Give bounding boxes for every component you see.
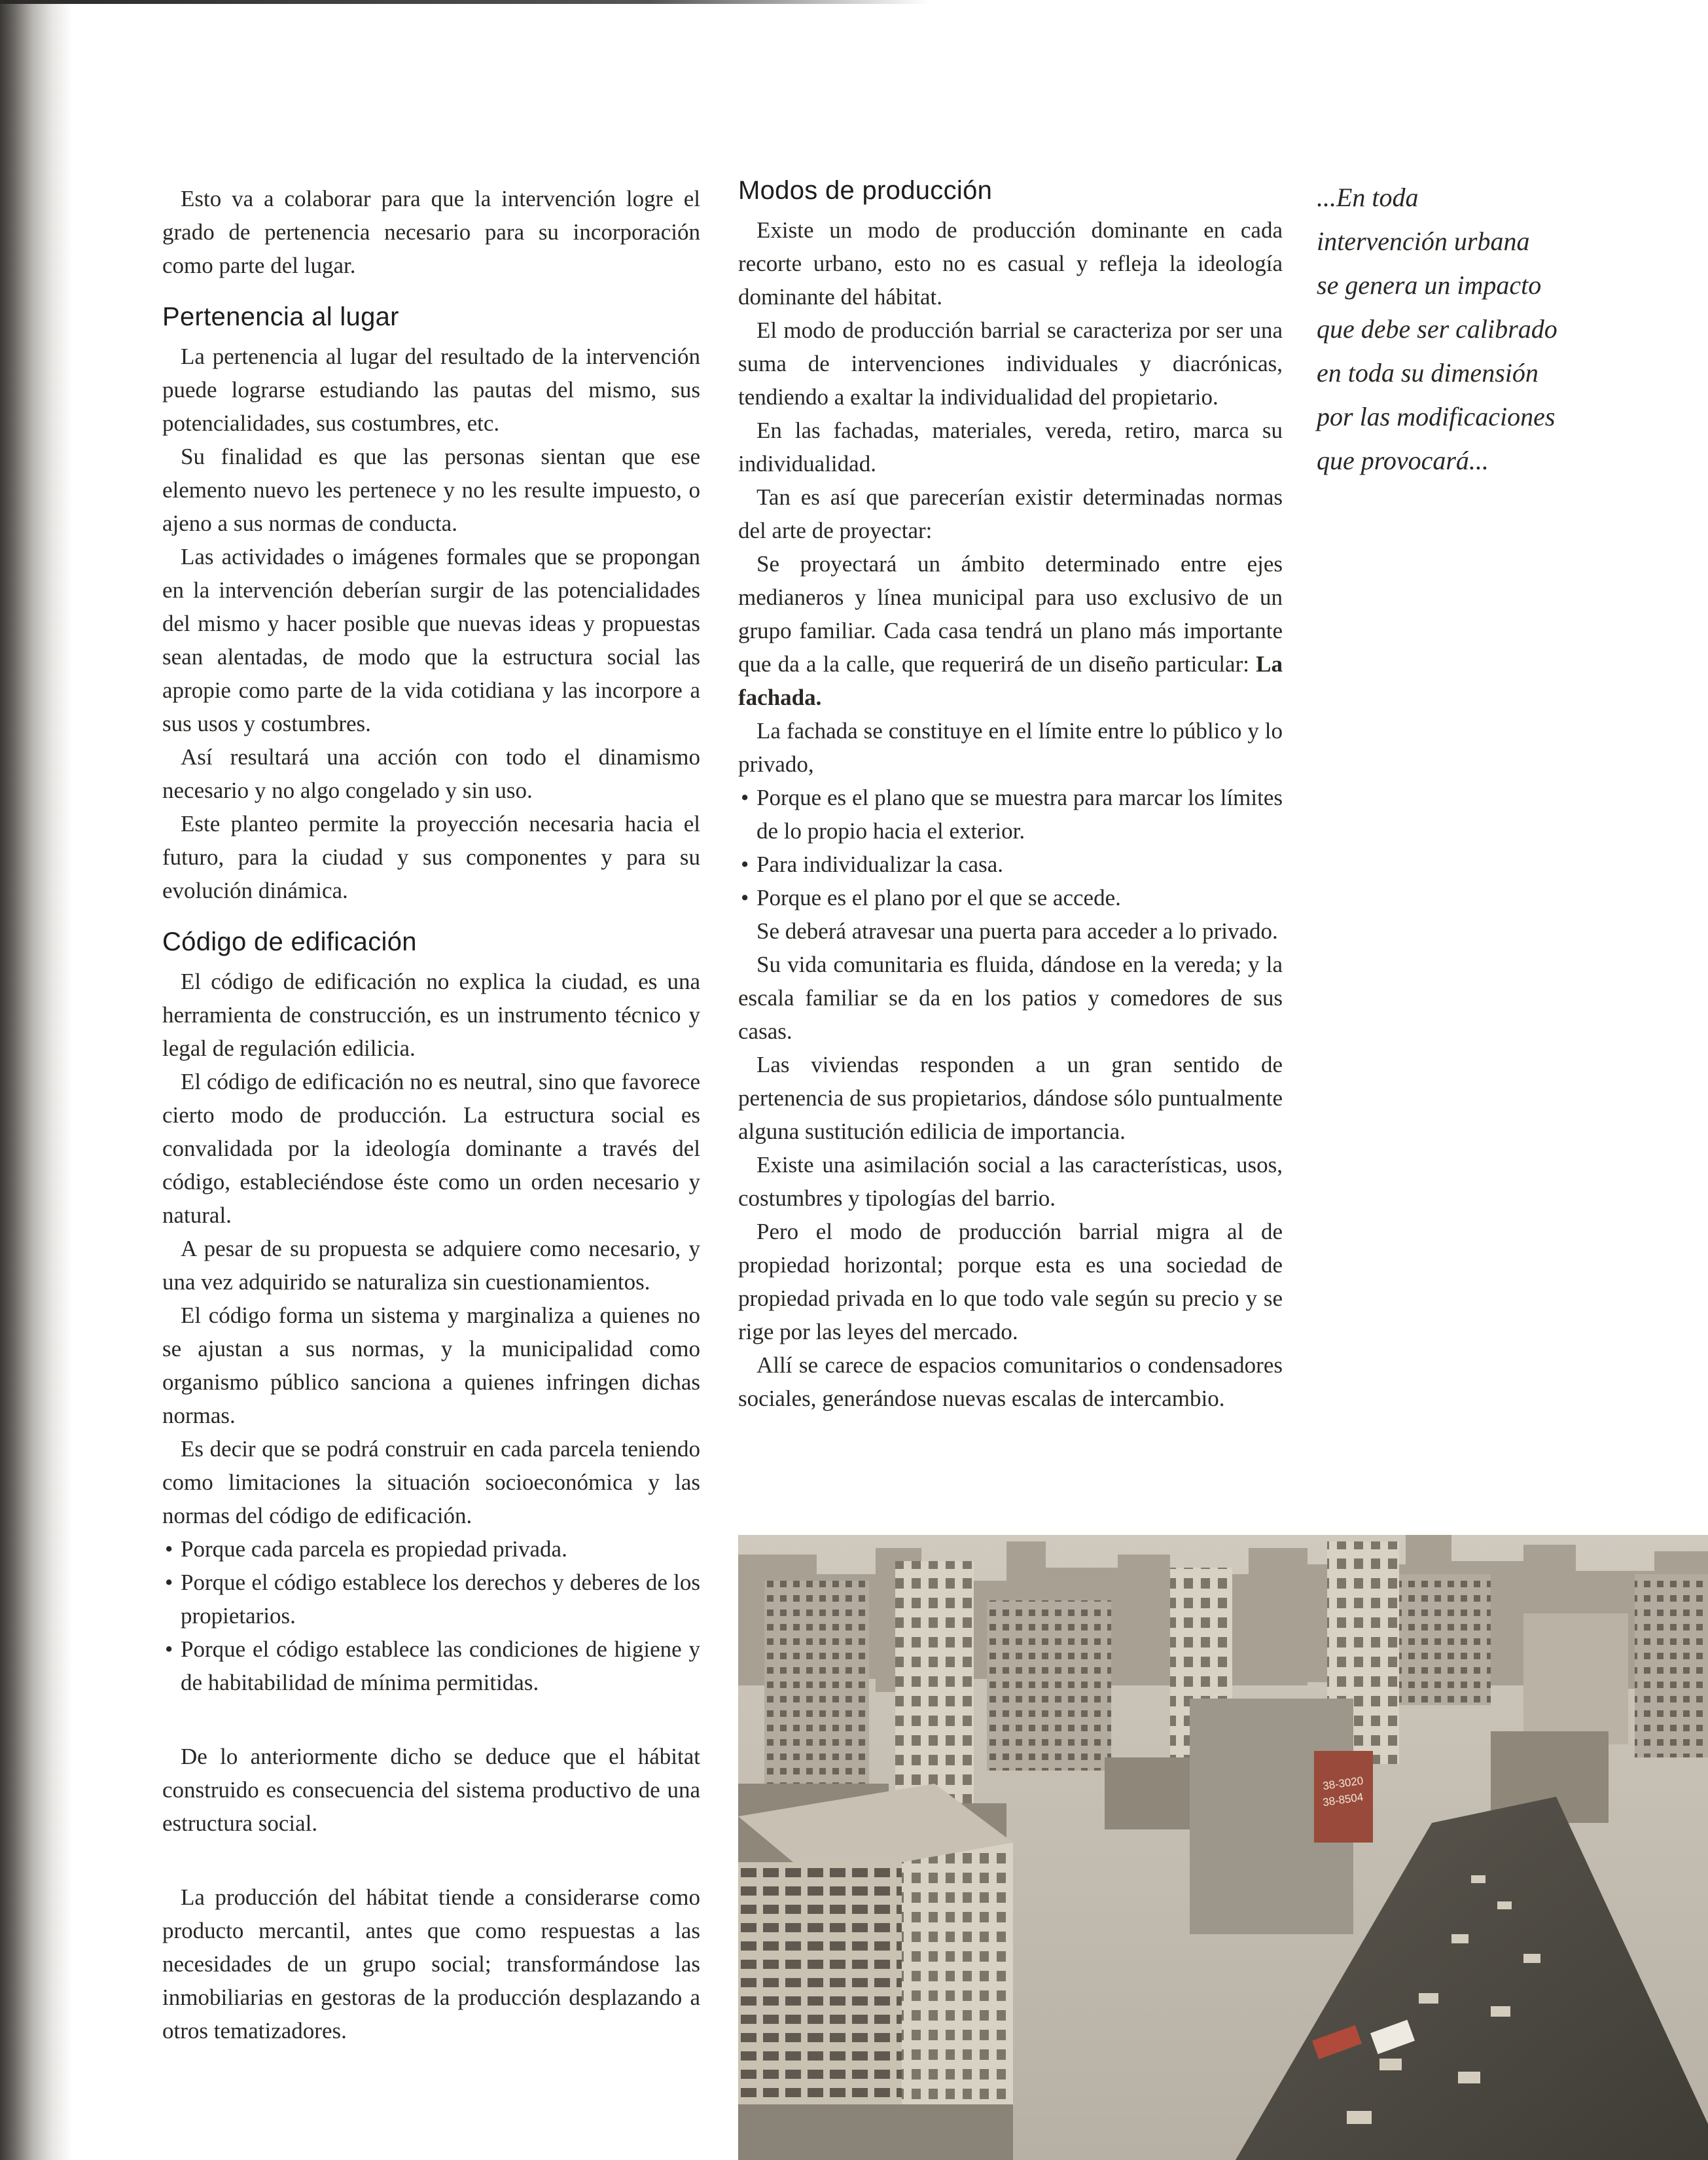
list-item: • Para individualizar la casa. xyxy=(738,848,1283,881)
middle-column xyxy=(738,174,1283,1415)
sign-number: 38-3020 xyxy=(1322,1774,1364,1793)
paragraph: Así resultará una acción con todo el dinamismo necesario y no algo congelado y sin uso. xyxy=(162,744,700,803)
section-heading-pertenencia: Pertenencia al lugar xyxy=(162,302,399,331)
pull-quote xyxy=(1317,175,1585,482)
quote-line: intervención urbana xyxy=(1317,226,1530,256)
paragraph: En las fachadas, materiales, vereda, retiro, marca su individualidad. xyxy=(738,418,1283,477)
building xyxy=(1635,1574,1708,1757)
quote-line: por las modificaciones xyxy=(1317,402,1556,431)
paragraph: El código de edificación no es neutral, sino que favorece cierto modo de producción. La estructura social es convalidada por la ideología dominante a través del código, estableciéndose éste como un orden necesario y natural. xyxy=(162,1069,700,1228)
quote-line: que debe ser calibrado xyxy=(1317,314,1557,344)
paragraph: Su vida comunitaria es fluida, dándose en la vereda; y la escala familiar se da en los patios y comedores de sus casas. xyxy=(738,952,1283,1044)
paragraph: Allí se carece de espacios comunitarios o condensadores sociales, generándose nuevas escalas de intercambio. xyxy=(738,1352,1283,1411)
paragraph: A pesar de su propuesta se adquiere como necesario, y una vez adquirido se naturaliza sin cuestionamientos. xyxy=(162,1236,700,1295)
building xyxy=(895,1561,974,1810)
paragraph: Las actividades o imágenes formales que se propongan en la intervención deberían surgir de las potencialidades del mismo y hacer posible que nuevas ideas y propuestas sean alentadas, de modo que la estructura social las apropie como parte de la vida cotidiana y las incorpore a sus usos y costumbres. xyxy=(162,544,700,736)
paragraph: Pero el modo de producción barrial migra al de propiedad horizontal; porque esta es una sociedad de propiedad privada en lo que todo vale según su precio y se rige por las leyes del mercado. xyxy=(738,1219,1283,1344)
building xyxy=(987,1600,1111,1771)
paragraph: Existe un modo de producción dominante en cada recorte urbano, esto no es casual y refleja la ideología dominante del hábitat. xyxy=(738,217,1283,310)
page-top-edge xyxy=(0,0,929,4)
section-heading-codigo: Código de edificación xyxy=(162,927,417,956)
city-aerial-photo xyxy=(738,1535,1708,2160)
paragraph: Tan es así que parecerían existir determinadas normas del arte de proyectar: xyxy=(738,484,1283,543)
paragraph: El modo de producción barrial se caracteriza por ser una suma de intervenciones individuales y diacrónicas, tendiendo a exaltar la individualidad del propietario. xyxy=(738,317,1283,410)
paragraph xyxy=(738,547,1283,714)
paragraph: Su finalidad es que las personas sientan que ese elemento nuevo les pertenece y no les resulte impuesto, o ajeno a sus normas de conducta. xyxy=(162,444,700,536)
bullet-list xyxy=(738,781,1283,914)
quote-line: ...En toda xyxy=(1317,183,1419,212)
building xyxy=(1523,1613,1628,1744)
paragraph: Se deberá atravesar una puerta para acceder a lo privado. xyxy=(756,918,1278,944)
conclusion-paragraph: De lo anteriormente dicho se deduce que el hábitat construido es consecuencia del sistema productivo de una estructura social. xyxy=(162,1744,700,1836)
foreground-building-base xyxy=(738,2104,1013,2160)
intro-paragraph: Esto va a colaborar para que la intervención logre el grado de pertenencia necesario para su incorporación como parte del lugar. xyxy=(162,186,700,278)
paragraph: El código de edificación no explica la ciudad, es una herramienta de construcción, es un instrumento técnico y legal de regulación edilicia. xyxy=(162,969,700,1061)
paragraph: Es decir que se podrá construir en cada parcela teniendo como limitaciones la situación socioeconómica y las normas del código de edificación. xyxy=(162,1436,700,1528)
sign-number: 38-8504 xyxy=(1322,1790,1364,1809)
conclusion-paragraph: La producción del hábitat tiende a considerarse como producto mercantil, antes que como respuestas a las necesidades de un grupo social; transformándose las inmobiliarias en gestoras de la producción desplazando a otros tematizadores. xyxy=(162,1884,700,2043)
paragraph: El código forma un sistema y marginaliza a quienes no se ajustan a sus normas, y la municipalidad como organismo público sanciona a quienes infringen dichas normas. xyxy=(162,1303,700,1428)
paragraph-text: Se proyectará un ámbito determinado entre ejes medianeros y línea municipal para uso exclusivo de un grupo familiar. Cada casa tendrá un plano más importante que da a la calle, que requerirá de un diseño particular: xyxy=(738,551,1283,677)
list-item: • Porque el código establece las condiciones de higiene y de habitabilidad de mínima permitidas. xyxy=(162,1632,700,1699)
building xyxy=(764,1581,869,1790)
paragraph: Las viviendas responden a un gran sentido de pertenencia de sus propietarios, dándose sólo puntualmente alguna sustitución edilicia de importancia. xyxy=(738,1052,1283,1144)
left-column xyxy=(162,182,700,2047)
bullet-list xyxy=(162,1532,700,1699)
list-item: • Porque cada parcela es propiedad privada. xyxy=(162,1532,700,1566)
building xyxy=(1399,1574,1491,1705)
paragraph: Este planteo permite la proyección necesaria hacia el futuro, para la ciudad y sus componentes y para su evolución dinámica. xyxy=(162,811,700,903)
list-item: • Porque es el plano por el que se accede. xyxy=(738,881,1283,914)
quote-line: en toda su dimensión xyxy=(1317,358,1539,387)
paragraph: Existe una asimilación social a las características, usos, costumbres y tipologías del barrio. xyxy=(738,1152,1283,1211)
book-gutter-shadow xyxy=(0,0,72,2160)
quote-line: que provocará... xyxy=(1317,446,1489,475)
section-heading-modos: Modos de producción xyxy=(738,176,993,205)
paragraph: La pertenencia al lugar del resultado de la intervención puede lograrse estudiando las pautas del mismo, sus potencialidades, sus costumbres, etc. xyxy=(162,344,700,436)
paragraph: La fachada se constituye en el límite entre lo público y lo privado, xyxy=(738,718,1283,777)
list-item: • Porque el código establece los derechos y deberes de los propietarios. xyxy=(162,1566,700,1632)
bold-term: La fachada. xyxy=(738,651,1283,710)
sidebar-quote xyxy=(1317,175,1585,482)
quote-line: se genera un impacto xyxy=(1317,270,1542,300)
list-item: • Porque es el plano que se muestra para marcar los límites de lo propio hacia el exterior. xyxy=(738,781,1283,848)
